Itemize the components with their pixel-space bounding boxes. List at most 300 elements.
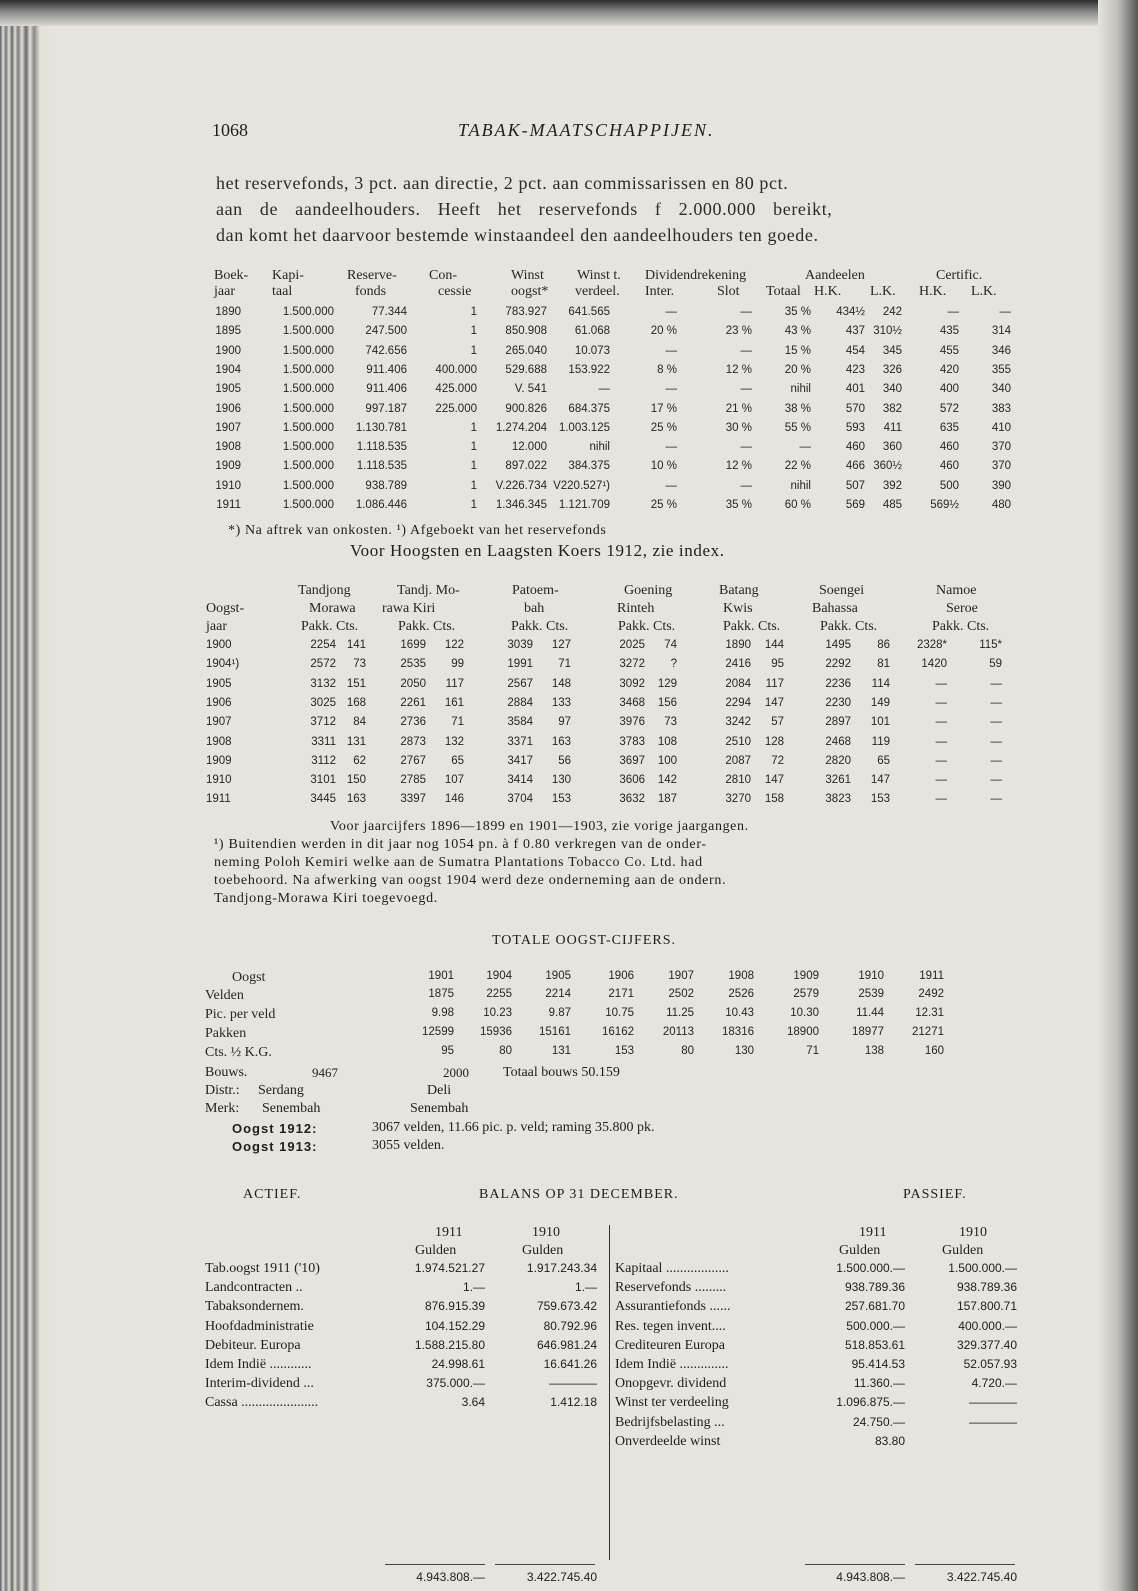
table-cell: 62	[353, 754, 366, 767]
table1-head1-cell: Kapi-	[272, 268, 304, 283]
table-cell: 850.908	[505, 325, 547, 338]
table-cell: 1.118.535	[356, 460, 407, 473]
group-label: Batang	[719, 583, 759, 598]
table-cell: 507	[845, 479, 865, 492]
table-cell: 100	[657, 754, 677, 767]
table1-head1-cell: Reserve-	[347, 268, 397, 283]
table-cell: 360½	[873, 460, 902, 473]
table-cell: 80	[499, 1045, 512, 1057]
table-cell: 500	[939, 479, 959, 492]
table1-head2-cell: jaar	[214, 284, 235, 299]
table-cell: 742.656	[365, 344, 407, 357]
table-cell: nihil	[790, 383, 811, 396]
balance-right-value-1911: 11.360.—	[853, 1376, 905, 1391]
oogst-1913-text: 3055 velden.	[372, 1138, 445, 1153]
table-cell: 1.500.000	[282, 363, 334, 376]
balance-right-label: Res. tegen invent....	[615, 1318, 726, 1334]
table-cell: 1.274.204	[495, 421, 547, 434]
year-header: 1910	[959, 1225, 987, 1240]
table1-head1-cell: Boek-	[214, 268, 249, 283]
bouws-label: Bouws.	[205, 1065, 248, 1080]
merk-value-2: Senembah	[410, 1101, 469, 1116]
table-cell: 153	[614, 1045, 634, 1057]
table-cell: 437	[845, 325, 865, 338]
table-cell: 340	[882, 383, 902, 396]
unit-label: Pakk. Cts.	[820, 619, 878, 634]
table-cell: —	[935, 677, 947, 690]
unit-label: Pakk. Cts.	[301, 619, 359, 634]
table1-head2-cell: Slot	[717, 284, 740, 299]
table-cell: —	[990, 754, 1002, 767]
table-cell: 3976	[619, 716, 645, 729]
table-cell: 2171	[608, 988, 634, 1000]
oogst-1913-label: Oogst 1913:	[232, 1139, 318, 1154]
table-cell: 569½	[930, 499, 959, 511]
table-cell: 65	[451, 754, 464, 767]
unit-label: Pakk. Cts.	[511, 619, 569, 634]
group-label: Goening	[624, 583, 673, 598]
table-cell: 529.688	[505, 363, 547, 376]
table-cell: 84	[353, 716, 366, 729]
table-cell: 99	[451, 658, 464, 671]
table-cell: 12599	[422, 1026, 454, 1038]
year-cell: 1907	[668, 970, 694, 982]
group-label-2: Rinteh	[617, 601, 655, 616]
table-cell: —	[990, 735, 1002, 748]
table-cell: 141	[346, 639, 366, 651]
table-cell: 1.500.000	[282, 441, 334, 454]
table-cell: 1906	[215, 402, 241, 415]
balance-right-value-1911: 1.500.000.—	[836, 1261, 905, 1275]
table-cell: 2572	[310, 658, 336, 671]
table-cell: 1875	[428, 988, 454, 1000]
table-cell: 684.375	[568, 402, 610, 415]
table-cell: —	[799, 441, 811, 454]
balance-right-label: Bedrijfsbelasting ...	[615, 1414, 725, 1430]
table-cell: 1	[470, 479, 477, 492]
balance-left-label: Interim-dividend ...	[205, 1376, 314, 1392]
years-note: Voor jaarcijfers 1896—1899 en 1901—1903, zie vorige jaargangen.	[330, 819, 749, 834]
balance-left-value-1910: 646.981.24	[536, 1337, 597, 1352]
table-cell: —	[935, 793, 947, 806]
table-cell: 56	[558, 754, 571, 767]
balance-right-value-1911: 24.750.—	[852, 1414, 905, 1429]
table-cell: 73	[353, 658, 366, 671]
table-cell: V. 541	[514, 383, 547, 396]
balance-right-label: Winst ter verdeeling	[615, 1395, 729, 1411]
totaal-bouws: Totaal bouws 50.159	[503, 1065, 620, 1080]
passief-heading: PASSIEF.	[903, 1187, 967, 1202]
balance-left-label: Debiteur. Europa	[205, 1337, 301, 1353]
unit-label: Pakk. Cts.	[932, 619, 990, 634]
table-cell: 1908	[206, 735, 232, 748]
table-cell: —	[990, 793, 1002, 806]
table-cell: ?	[670, 658, 677, 671]
running-title: TABAK-MAATSCHAPPIJEN.	[458, 120, 715, 140]
table2-footnote-2: neming Poloh Kemiri welke aan de Sumatra Plantations Tobacco Co. Ltd. had	[214, 855, 703, 870]
balance-right-value-1911: 83.80	[874, 1433, 905, 1448]
jaar-label: jaar	[206, 619, 227, 634]
merk-value: Senembah	[262, 1101, 321, 1116]
table-cell: 345	[882, 344, 902, 357]
table-cell: 9.98	[431, 1007, 454, 1019]
table-cell: 2502	[668, 988, 694, 1000]
intro-line-1: het reservefonds, 3 pct. aan directie, 2 pct. aan commissarissen en 80 pct.	[216, 173, 789, 193]
table-cell: 2294	[725, 696, 751, 709]
table-cell: 114	[871, 677, 890, 690]
table1-head1-cell: Con-	[429, 268, 457, 283]
table-cell: 3783	[619, 735, 645, 748]
table-cell: 401	[845, 383, 865, 396]
table2-footnote-4: Tandjong-Morawa Kiri toegevoegd.	[214, 891, 438, 906]
balance-right-value-1911: 518.853.61	[844, 1337, 905, 1352]
table-cell: 1.118.535	[356, 441, 407, 454]
table-cell: 1900	[206, 639, 232, 651]
table-cell: 3417	[507, 754, 533, 767]
balance-right-label: Onverdeelde winst	[615, 1433, 721, 1449]
table-cell: 160	[924, 1045, 944, 1057]
table-cell: 156	[657, 696, 677, 709]
balance-total-right-1911: 4.943.808.—	[836, 1570, 905, 1584]
balance-total-left-1911: 4.943.808.—	[416, 1570, 485, 1584]
table-cell: 74	[664, 639, 677, 651]
table-cell: —	[740, 479, 752, 492]
table-cell: 130	[734, 1045, 754, 1057]
table-cell: 3092	[619, 677, 645, 690]
totals-row-label: Cts. ½ K.G.	[205, 1045, 272, 1060]
table-cell: 3468	[619, 696, 645, 709]
table-cell: 12.000	[511, 441, 547, 454]
merk-label: Merk:	[205, 1101, 240, 1116]
balance-divider	[609, 1225, 610, 1560]
group-label-2: Seroe	[946, 601, 978, 616]
table-cell: 2468	[825, 735, 851, 748]
table-cell: 3242	[725, 716, 751, 729]
table-cell: 38 %	[784, 402, 811, 415]
table-cell: V220.527¹)	[553, 479, 610, 492]
table1-head2-cell: Totaal	[766, 284, 801, 299]
year-cell: 1909	[793, 970, 819, 982]
table-cell: 2820	[825, 754, 851, 767]
table2-footnote-3: toebehoord. Na afwerking van oogst 1904 werd deze onderneming aan de ondern.	[214, 873, 727, 888]
balance-left-value-1911: 1.588.215.80	[414, 1337, 485, 1352]
table-cell: 12.31	[915, 1007, 944, 1019]
group-label: Namoe	[936, 583, 977, 598]
table-cell: 101	[870, 716, 890, 729]
table-cell: 8 %	[657, 363, 677, 376]
table-cell: 3311	[311, 735, 336, 748]
table-cell: 1495	[825, 639, 851, 651]
balance-right-value-1910: 52.057.93	[963, 1357, 1017, 1371]
table-cell: 1.500.000	[282, 479, 334, 492]
table-cell: 2416	[725, 658, 751, 671]
table-cell: 77.344	[371, 306, 407, 318]
table-cell: —	[990, 696, 1002, 709]
table-cell: 187	[657, 793, 677, 806]
table-cell: 1.500.000	[282, 421, 334, 434]
table-cell: 11.25	[666, 1007, 694, 1019]
oogst-1912-text: 3067 velden, 11.66 pic. p. veld; raming 35.800 pk.	[372, 1120, 655, 1135]
table2-footnote-1: ¹) Buitendien werden in dit jaar nog 1054 pn. à f 0.80 verkregen van de onder-	[214, 837, 707, 852]
table-cell: 59	[989, 658, 1002, 671]
balance-left-label: Tabaksondernem.	[205, 1299, 304, 1315]
table1-head2-cell: H.K.	[919, 284, 947, 299]
balance-right-value-1911: 95.414.53	[851, 1357, 905, 1371]
intro-line-3: dan komt het daarvoor bestemde winstaandeel den aandeelhouders ten goede.	[216, 225, 819, 245]
year-cell: 1908	[728, 970, 754, 982]
table-cell: 151	[346, 677, 366, 690]
balance-total-left-1910: 3.422.745.40	[526, 1570, 597, 1584]
table-cell: —	[935, 735, 947, 748]
table-cell: 1904	[215, 363, 241, 376]
table-cell: 1.121.709	[558, 499, 610, 511]
table1-head2-cell: verdeel.	[575, 284, 620, 299]
table-cell: 593	[845, 421, 865, 434]
table-cell: 20 %	[650, 325, 677, 338]
table-cell: 147	[764, 774, 784, 787]
table-cell: 3101	[310, 774, 336, 787]
table-cell: 22 %	[784, 460, 811, 473]
table-cell: 35 %	[725, 499, 752, 511]
table-cell: 434½	[836, 306, 865, 318]
table-cell: 3371	[507, 735, 533, 748]
group-label-2: Bahassa	[812, 601, 858, 616]
table1-head1-cell: Certific.	[936, 268, 983, 283]
table-cell: 43 %	[784, 325, 811, 338]
table1-head1-cell: Winst	[511, 268, 544, 283]
table-cell: 2579	[793, 988, 819, 1000]
table-cell: nihil	[589, 441, 610, 454]
balance-right-value-1910: 400.000.—	[958, 1318, 1017, 1333]
table-cell: 1908	[215, 441, 241, 454]
table-cell: 1.500.000	[282, 460, 334, 473]
table-cell: 1	[470, 344, 477, 357]
year-cell: 1906	[608, 970, 634, 982]
intro-line-2: aan de aandeelhouders. Heeft het reservefonds f 2.000.000 bereikt,	[216, 199, 833, 219]
year-cell: 1910	[858, 970, 884, 982]
table-cell: 10 %	[650, 460, 677, 473]
table-cell: 383	[991, 402, 1011, 415]
totals-row-label: Pakken	[205, 1026, 247, 1041]
oogst-label: Oogst	[232, 970, 266, 985]
page-stack-edge	[0, 0, 190, 1591]
group-label: Soengei	[819, 583, 865, 598]
table-cell: 410	[991, 421, 1011, 434]
balance-right-label: Reservefonds .........	[615, 1280, 727, 1296]
table-cell: 150	[346, 774, 366, 787]
unit-header: Gulden	[839, 1243, 881, 1258]
table-cell: 460	[845, 441, 865, 454]
balance-left-label: Idem Indië ............	[205, 1357, 312, 1372]
totals-table	[205, 970, 1034, 1070]
table-cell: 1.500.000	[282, 383, 334, 396]
table-cell: 153.922	[568, 363, 610, 376]
unit-header: Gulden	[415, 1243, 457, 1258]
table-cell: 130	[551, 774, 571, 787]
table1-head1-cell: Aandeelen	[805, 268, 865, 283]
table-cell: 117	[765, 677, 784, 690]
table-cell: 1.086.446	[355, 499, 407, 511]
balance-left-label: Tab.oogst 1911 ('10)	[205, 1261, 320, 1276]
table-cell: 384.375	[568, 460, 610, 473]
table-cell: 97	[558, 716, 571, 729]
table-cell: 3112	[311, 754, 336, 767]
table-cell: 148	[551, 677, 571, 690]
year-cell: 1904	[486, 970, 512, 982]
table-cell: 360	[882, 441, 902, 454]
balance-left-value-1911: 375.000.—	[426, 1376, 485, 1391]
table-cell: 480	[991, 499, 1011, 511]
table-cell: 454	[845, 344, 865, 357]
balance-right-value-1910: 4.720.—	[971, 1376, 1017, 1391]
table-cell: 21271	[912, 1026, 944, 1038]
table-cell: 1907	[215, 421, 241, 434]
group-label: Patoem-	[512, 583, 559, 598]
distr-value: Serdang	[258, 1083, 304, 1098]
table-cell: 15161	[539, 1026, 571, 1038]
table-cell: 3823	[825, 793, 851, 806]
table-cell: 911.406	[366, 383, 407, 396]
table-cell: 71	[451, 716, 464, 729]
table-cell: 938.789	[365, 479, 407, 492]
table-cell: 1699	[400, 639, 426, 651]
table-cell: 25 %	[650, 421, 677, 434]
table-cell: 485	[882, 499, 902, 511]
balance-left-value-1911: 1.974.521.27	[414, 1261, 485, 1275]
table-cell: 2510	[725, 735, 751, 748]
table-cell: 225.000	[435, 402, 477, 415]
balance-right-label: Kapitaal ..................	[615, 1261, 729, 1276]
table-cell: 2535	[400, 658, 426, 671]
table-cell: —	[740, 344, 752, 357]
table-cell: 11.44	[856, 1007, 884, 1019]
total-rule	[805, 1564, 905, 1565]
table-cell: 3272	[619, 658, 645, 671]
balance-right-value-1911: 1.096.875.—	[836, 1395, 905, 1410]
table-cell: 107	[444, 774, 464, 787]
table-cell: 1.130.781	[355, 421, 407, 434]
table-cell: 2236	[825, 677, 851, 690]
table1-head2-cell: oogst*	[511, 284, 549, 299]
table-cell: 382	[882, 402, 902, 415]
balance-left-value-1910: 1.917.243.34	[526, 1261, 597, 1275]
table-cell: 2897	[825, 716, 851, 729]
top-shadow	[0, 0, 1138, 26]
table-cell: 1.500.000	[282, 325, 334, 338]
table-cell: 30 %	[725, 421, 752, 434]
table-cell: 18900	[787, 1026, 819, 1038]
balance-left-value-1911: 3.64	[461, 1395, 485, 1410]
table-cell: 392	[882, 479, 902, 492]
table-cell: 2526	[728, 988, 754, 1000]
table-cell: 25 %	[650, 499, 677, 511]
table-cell: 1.003.125	[558, 421, 610, 434]
table-cell: 1.500.000	[282, 344, 334, 357]
table-cell: 635	[939, 421, 959, 434]
table-cell: 65	[877, 754, 890, 767]
table-cell: —	[598, 383, 610, 396]
table-cell: 1	[470, 499, 477, 511]
balance-right-label: Crediteuren Europa	[615, 1337, 726, 1353]
table-cell: —	[990, 716, 1002, 729]
balance-left-value-1910: 1.412.18	[550, 1395, 597, 1410]
table-cell: 133	[551, 696, 571, 709]
total-rule	[915, 1564, 1015, 1565]
balance-right-value-1910: 938.789.36	[956, 1280, 1017, 1295]
table-cell: 161	[444, 696, 464, 709]
table-cell: 1895	[215, 325, 241, 338]
table-cell: 900.826	[505, 402, 547, 415]
table-cell: 2050	[400, 677, 426, 690]
table-cell: —	[665, 344, 677, 357]
table-cell: 455	[939, 344, 959, 357]
table-cell: 20 %	[784, 363, 811, 376]
table-cell: 1.500.000	[282, 306, 334, 318]
table-cell: 81	[877, 658, 890, 671]
table-cell: 1909	[215, 460, 241, 473]
oogst-label: Oogst-	[206, 601, 245, 616]
table-cell: 1.500.000	[282, 402, 334, 415]
table-cell: 1907	[206, 716, 232, 729]
table-cell: —	[935, 696, 947, 709]
table-cell: 570	[845, 402, 865, 415]
table-cell: 119	[871, 735, 890, 748]
table1-head2-cell: fonds	[355, 284, 387, 299]
see-index-note: Voor Hoogsten en Laagsten Koers 1912, zie index.	[350, 541, 725, 560]
table-cell: —	[935, 716, 947, 729]
unit-label: Pakk. Cts.	[723, 619, 781, 634]
table-cell: 16162	[602, 1026, 634, 1038]
table-cell: 35 %	[784, 306, 811, 318]
table-cell: 2567	[507, 677, 533, 690]
table-cell: 310½	[873, 325, 902, 338]
right-shadow	[1098, 0, 1138, 1591]
table-cell: 3584	[507, 716, 533, 729]
table-cell: 1420	[921, 658, 947, 671]
table-cell: 153	[870, 793, 890, 806]
table-cell: 3025	[310, 696, 336, 709]
table-cell: 3039	[507, 639, 533, 651]
balance-right-label: Onopgevr. dividend	[615, 1376, 727, 1392]
table-cell: 80	[681, 1045, 694, 1057]
table-cell: 1991	[507, 658, 533, 671]
balance-left-value-1910: 80.792.96	[543, 1318, 597, 1333]
table-cell: 370	[991, 460, 1011, 473]
table-cell: 1911	[216, 499, 241, 511]
table-cell: 168	[346, 696, 366, 709]
distr-label: Distr.:	[205, 1083, 240, 1098]
table-cell: 95	[441, 1045, 454, 1057]
balance-left-value-1911: 1.—	[462, 1280, 485, 1295]
table-cell: 153	[551, 793, 571, 806]
balance-right-value-1910: 157.800.71	[956, 1299, 1017, 1314]
table-cell: 10.75	[605, 1007, 634, 1019]
totals-row-label: Pic. per veld	[205, 1007, 276, 1022]
unit-label: Pakk. Cts.	[618, 619, 676, 634]
table-cell: 12 %	[725, 363, 752, 376]
table-cell: 1	[470, 325, 477, 338]
table-cell: 997.187	[365, 402, 407, 415]
balance-right-value-1910: ————	[969, 1395, 1017, 1410]
table-cell: 435	[939, 325, 959, 338]
balance-left-value-1911: 24.998.61	[431, 1357, 485, 1371]
table-cell: 3414	[507, 774, 533, 787]
table-cell: 3606	[619, 774, 645, 787]
oogst-1912-label: Oogst 1912:	[232, 1121, 318, 1136]
table-cell: 572	[939, 402, 959, 415]
table-cell: 86	[877, 639, 890, 651]
year-header: 1911	[859, 1225, 887, 1240]
